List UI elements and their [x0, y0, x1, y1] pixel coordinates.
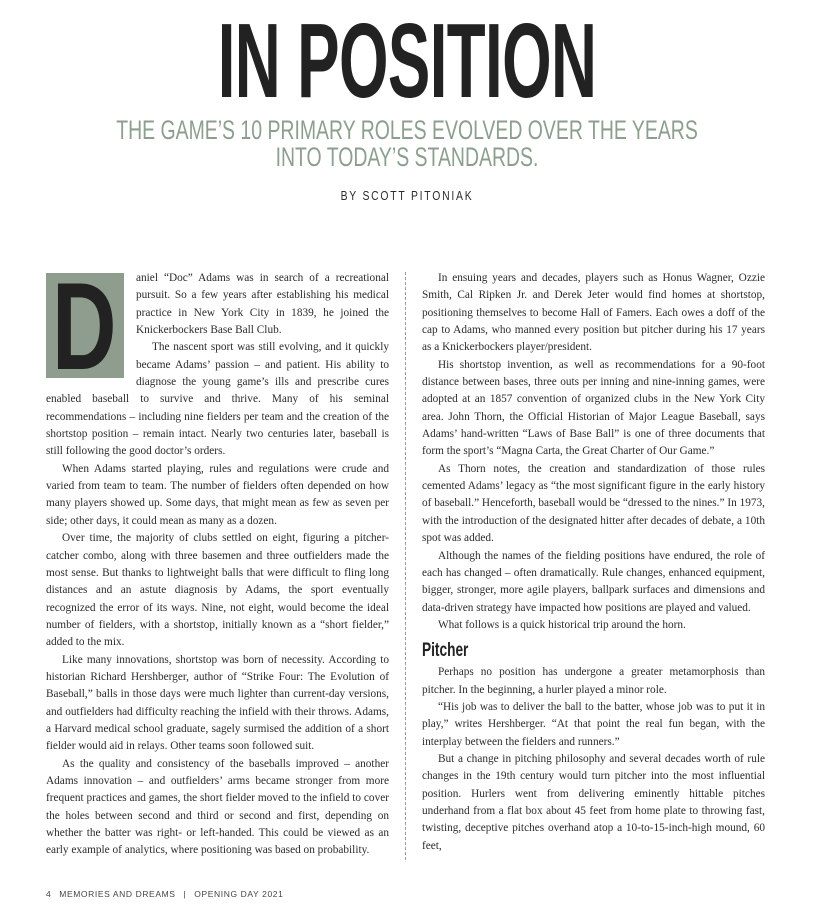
- paragraph: What follows is a quick historical trip around the horn.: [438, 618, 686, 631]
- paragraph: aniel “Doc” Adams was in search of a recreational pursuit. So a few years after establishing his medical practice in New York City in 1839, he joined the Knickerbockers Base Ball Club.: [136, 272, 389, 337]
- section-heading: Pitcher: [422, 640, 469, 662]
- paragraph: “His job was to deliver the ball to the batter, whose job was to put it in play,” writes Hershberger. “At that point the real fun began, with the interplay between the fielders and runners.”: [422, 700, 765, 748]
- subtitle-line-1: THE GAME’S 10 PRIMARY ROLES EVOLVED OVER THE YEARS: [116, 115, 698, 145]
- footer-separator: |: [183, 889, 187, 899]
- column-divider: [405, 272, 406, 860]
- byline-text: BY SCOTT PITONIAK: [340, 188, 474, 203]
- publication-name: MEMORIES AND DREAMS: [59, 889, 176, 899]
- paragraph: Although the names of the fielding positions have endured, the role of each has changed – often dramatically. Rule changes, enhanced equipment, bigger, stronger, more agile players, ballpark surfaces and dimensions and data-driven strategy have impacted how positions are played and valued.: [422, 549, 765, 614]
- issue-name: OPENING DAY 2021: [194, 889, 284, 899]
- paragraph: The nascent sport was still evolving, and it quickly became Adams’ passion – and patient. His ability to diagnose the young game’s ills and prescribe cures enabled baseball to survive and thrive. Many of his seminal recommendations – including nine fielders per team and the creation of the shortstop position – remain intact. Nearly two centuries later, baseball is still following the good doctor’s orders.: [46, 341, 389, 458]
- drop-cap: [46, 273, 124, 378]
- left-column: [46, 270, 389, 860]
- paragraph: His shortstop invention, as well as recommendations for a 90-foot distance between bases, three outs per inning and nine-inning games, were adopted at an 1857 convention of organized clubs in the New York City area. John Thorn, the Official Historian of Major League Baseball, says Adams’ hand-written “Laws of Base Ball” is one of three documents that form the sport’s “Magna Carta, the Great Charter of Our Game.”: [422, 358, 765, 458]
- paragraph: Like many innovations, shortstop was born of necessity. According to historian Richard Hershberger, author of “Strike Four: The Evolution of Baseball,” balls in those days were much lighter than current-day versions, and outfielders had difficulty reaching the infield with their throws. Adams, a Harvard medical school graduate, sagely surmised the addition of a short fielder would aid in relays. Other teams soon followed suit.: [46, 653, 389, 753]
- paragraph: Perhaps no position has undergone a greater metamorphosis than pitcher. In the beginning, a hurler played a minor role.: [422, 666, 765, 696]
- paragraph: As the quality and consistency of the baseballs improved – another Adams innovation – and outfielders’ arms became stronger from more frequent practices and games, the short fielder moved to the infield to cover the holes between second and third or second and first, depending on whether the batter was right- or left-handed. This could be viewed as an early example of analytics, where positioning was based on probability.: [46, 757, 389, 857]
- paragraph: Over time, the majority of clubs settled on eight, figuring a pitcher-catcher combo, along with three basemen and three outfielders made the most sense. But thanks to lightweight balls that were difficult to fling long distances and an astute diagnosis by Adams, the sport eventually recognized the error of its ways. Nine, not eight, would become the ideal number of fielders, with a shortstop, initially known as a “short fielder,” added to the mix.: [46, 532, 389, 649]
- page-footer: [46, 889, 283, 899]
- right-column: [422, 270, 765, 855]
- drop-cap-letter: D: [52, 273, 117, 378]
- article-subtitle: [0, 117, 814, 171]
- byline: [0, 188, 814, 203]
- paragraph: As Thorn notes, the creation and standardization of those rules cemented Adams’ legacy as “the most significant figure in the early history of baseball.” Henceforth, baseball would be “dressed to the nines.” In 1973, with the introduction of the designated hitter after decades of debate, a 10th spot was added.: [422, 462, 765, 545]
- paragraph: When Adams started playing, rules and regulations were crude and varied from team to team. The number of fielders often depended on how many players showed up. Some days, that might mean as few as seven per side; other days, it could mean as many as a dozen.: [46, 462, 389, 527]
- paragraph: But a change in pitching philosophy and several decades worth of rule changes in the 19th century would turn pitcher into the most influential position. Hurlers went from delivering eminently hittable pitches underhand from a flat box about 45 feet from home plate to throwing fast, twisting, deceptive pitches overhand atop a 10-to-15-inch-high mound, 60 feet,: [422, 752, 765, 852]
- subtitle-line-2: INTO TODAY’S STANDARDS.: [275, 142, 539, 172]
- page-number: 4: [46, 889, 52, 899]
- paragraph: In ensuing years and decades, players such as Honus Wagner, Ozzie Smith, Cal Ripken Jr. and Derek Jeter would find homes at shortstop, positioning themselves to become Hall of Famers. Each owes a doff of the cap to Adams, who manned every position but pitcher during his 17 years as a Knickerbockers player/president.: [422, 272, 765, 354]
- article-title: IN POSITION: [217, 2, 597, 120]
